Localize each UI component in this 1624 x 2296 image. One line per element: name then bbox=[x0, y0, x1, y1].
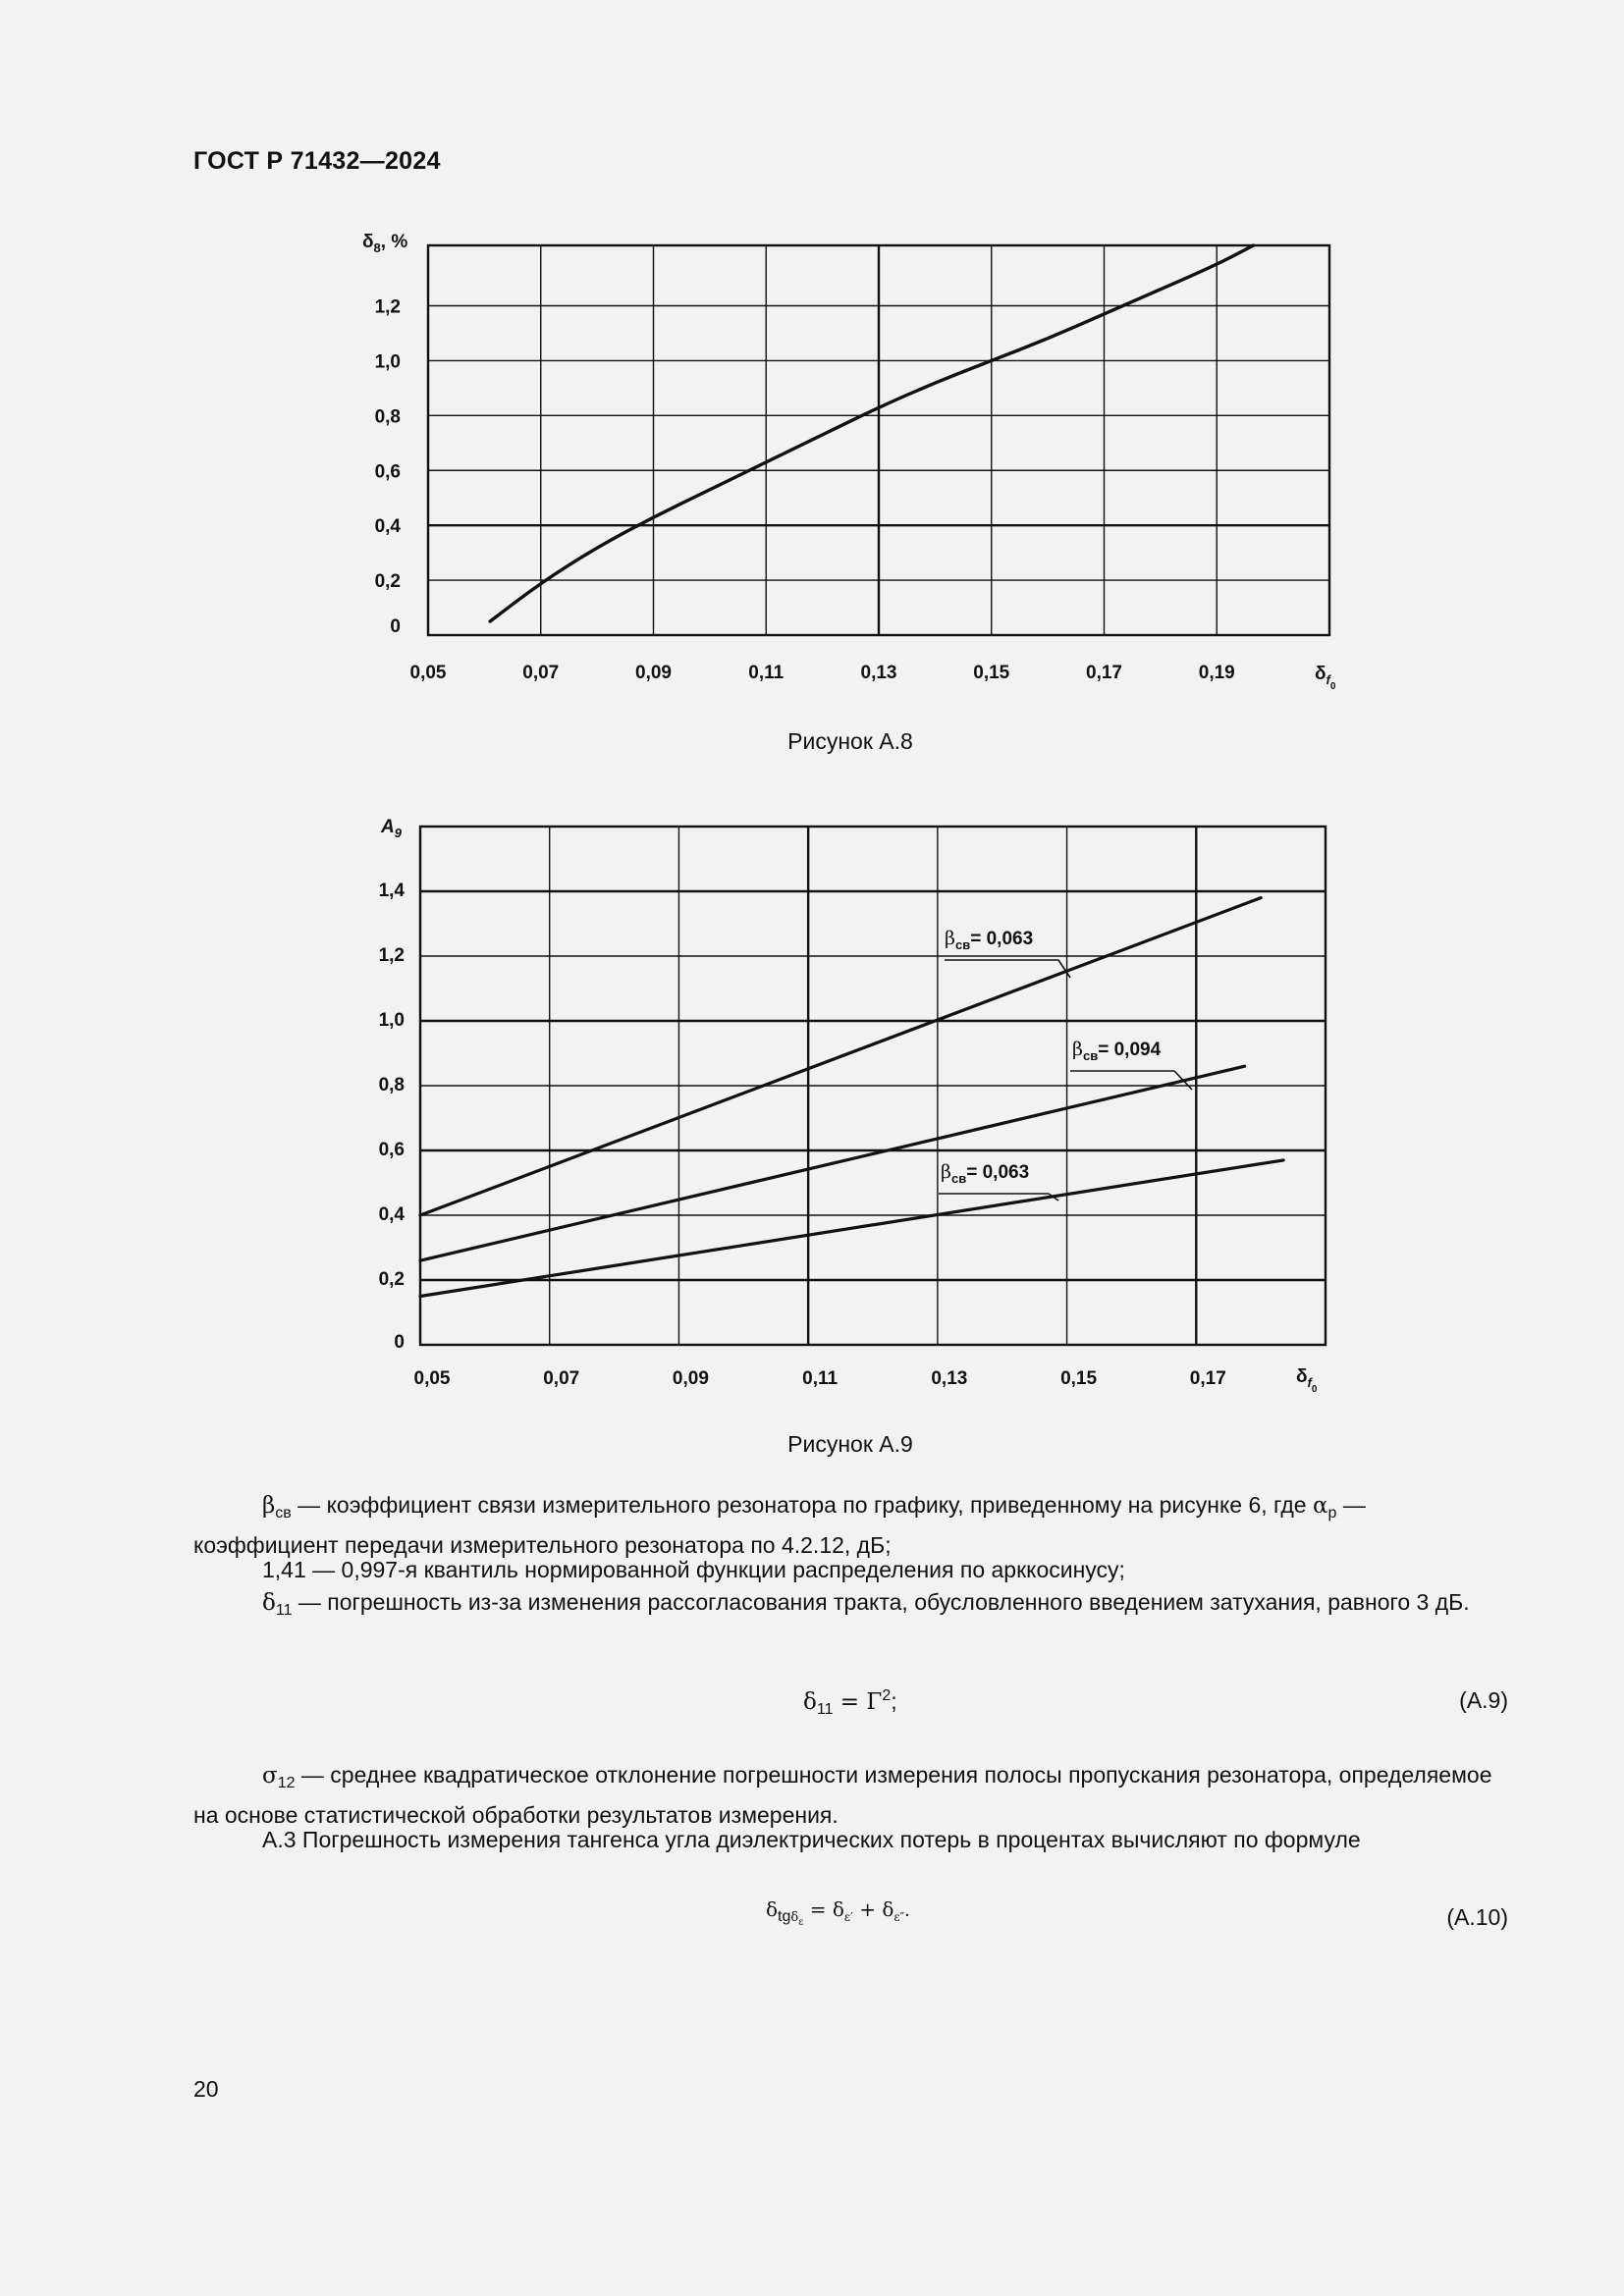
y-tick-label: 0,8 bbox=[374, 406, 401, 428]
y-tick-label: 0,4 bbox=[378, 1204, 405, 1225]
x-tick-label: 0,15 bbox=[1060, 1368, 1098, 1389]
x-tick-label: 0,15 bbox=[973, 663, 1010, 683]
figure-a8-chart bbox=[0, 0, 1624, 746]
equation-a10: $\delta_{tg\delta\varepsilon} = \delta_{\varepsilon'} + \delta_{\varepsilon''}$. bbox=[766, 1897, 910, 1928]
x-tick-label: 0,13 bbox=[860, 663, 897, 683]
y-tick-label: 1,4 bbox=[378, 881, 405, 901]
y-tick-label: 0,4 bbox=[374, 516, 401, 538]
x-axis-label: $\delta_{f0}$ bbox=[1315, 664, 1336, 692]
equation-a9-number: (А.9) bbox=[1459, 1687, 1508, 1713]
x-tick-label: 0,09 bbox=[635, 663, 672, 683]
figure-a9-caption: Рисунок А.9 bbox=[787, 1431, 913, 1457]
y-tick-label: 0 bbox=[394, 1332, 405, 1353]
y-tick-label: 0,2 bbox=[378, 1269, 405, 1290]
y-tick-label: 1,2 bbox=[378, 945, 405, 966]
x-tick-label: 0,09 bbox=[672, 1368, 709, 1389]
x-tick-label: 0,11 bbox=[802, 1368, 839, 1389]
x-tick-label: 0,05 bbox=[413, 1368, 451, 1389]
paragraph-sigma-12: $\sigma_{12}$ — среднее квадратическое отклонение погрешности измерения полосы пропускания резонатора, определяемое на основе статистической обработки результатов измерения. bbox=[193, 1762, 1492, 1828]
y-tick-label: 1,0 bbox=[378, 1010, 405, 1031]
equation-a9: $\delta_{11} = \Gamma^2$; bbox=[803, 1687, 897, 1718]
curve-annotation: $\beta_{св}= 0,063$ bbox=[945, 928, 1034, 952]
x-tick-label: 0,17 bbox=[1189, 1368, 1226, 1389]
equation-a10-number: (А.10) bbox=[1446, 1904, 1508, 1930]
figure-a9-chart bbox=[0, 785, 1624, 1414]
x-tick-label: 0,05 bbox=[409, 663, 447, 683]
document-code: ГОСТ Р 71432—2024 bbox=[193, 147, 441, 175]
curve-annotation: $\beta_{св}= 0,063$ bbox=[941, 1161, 1030, 1186]
y-axis-label: $A_9$ bbox=[381, 817, 402, 840]
x-tick-label: 0,13 bbox=[931, 1368, 968, 1389]
paragraph-a3: А.3 Погрешность измерения тангенса угла диэлектрических потерь в процентах вычисляют по формуле bbox=[262, 1827, 1361, 1852]
paragraph-beta-coupling: $\beta_{св}$ — коэффициент связи измерительного резонатора по графику, приведенному на рисунке 6, где $\alpha_р$ — коэффициент передачи измерительного резонатора по 4.2.12, дБ; bbox=[193, 1492, 1366, 1558]
y-tick-label: 0,6 bbox=[378, 1140, 405, 1160]
y-tick-label: 1,2 bbox=[374, 296, 401, 318]
figure-a8-caption: Рисунок А.8 bbox=[787, 728, 913, 754]
y-tick-label: 0 bbox=[390, 616, 401, 637]
x-axis-label: $\delta_{f0}$ bbox=[1296, 1366, 1318, 1395]
page-number: 20 bbox=[193, 2076, 219, 2102]
y-tick-label: 1,0 bbox=[374, 351, 401, 373]
curve-annotation: $\beta_{св}= 0,094$ bbox=[1072, 1039, 1162, 1063]
paragraph-quantile: 1,41 — 0,997-я квантиль нормированной функции распределения по арккосинусу; bbox=[262, 1557, 1125, 1582]
x-tick-label: 0,17 bbox=[1086, 663, 1122, 683]
series-line-delta8 bbox=[490, 245, 1253, 621]
x-tick-label: 0,07 bbox=[543, 1368, 580, 1389]
x-tick-label: 0,11 bbox=[748, 663, 785, 683]
y-tick-label: 0,8 bbox=[378, 1075, 405, 1095]
paragraph-delta-11: $\delta_{11}$ — погрешность из-за изменения рассогласования тракта, обусловленного введением затухания, равного 3 дБ. bbox=[262, 1589, 1470, 1619]
x-tick-label: 0,19 bbox=[1198, 663, 1235, 683]
y-tick-label: 0,6 bbox=[374, 461, 401, 483]
y-axis-label: $\delta_8$, % bbox=[362, 232, 408, 255]
y-tick-label: 0,2 bbox=[374, 571, 401, 593]
x-tick-label: 0,07 bbox=[522, 663, 560, 683]
